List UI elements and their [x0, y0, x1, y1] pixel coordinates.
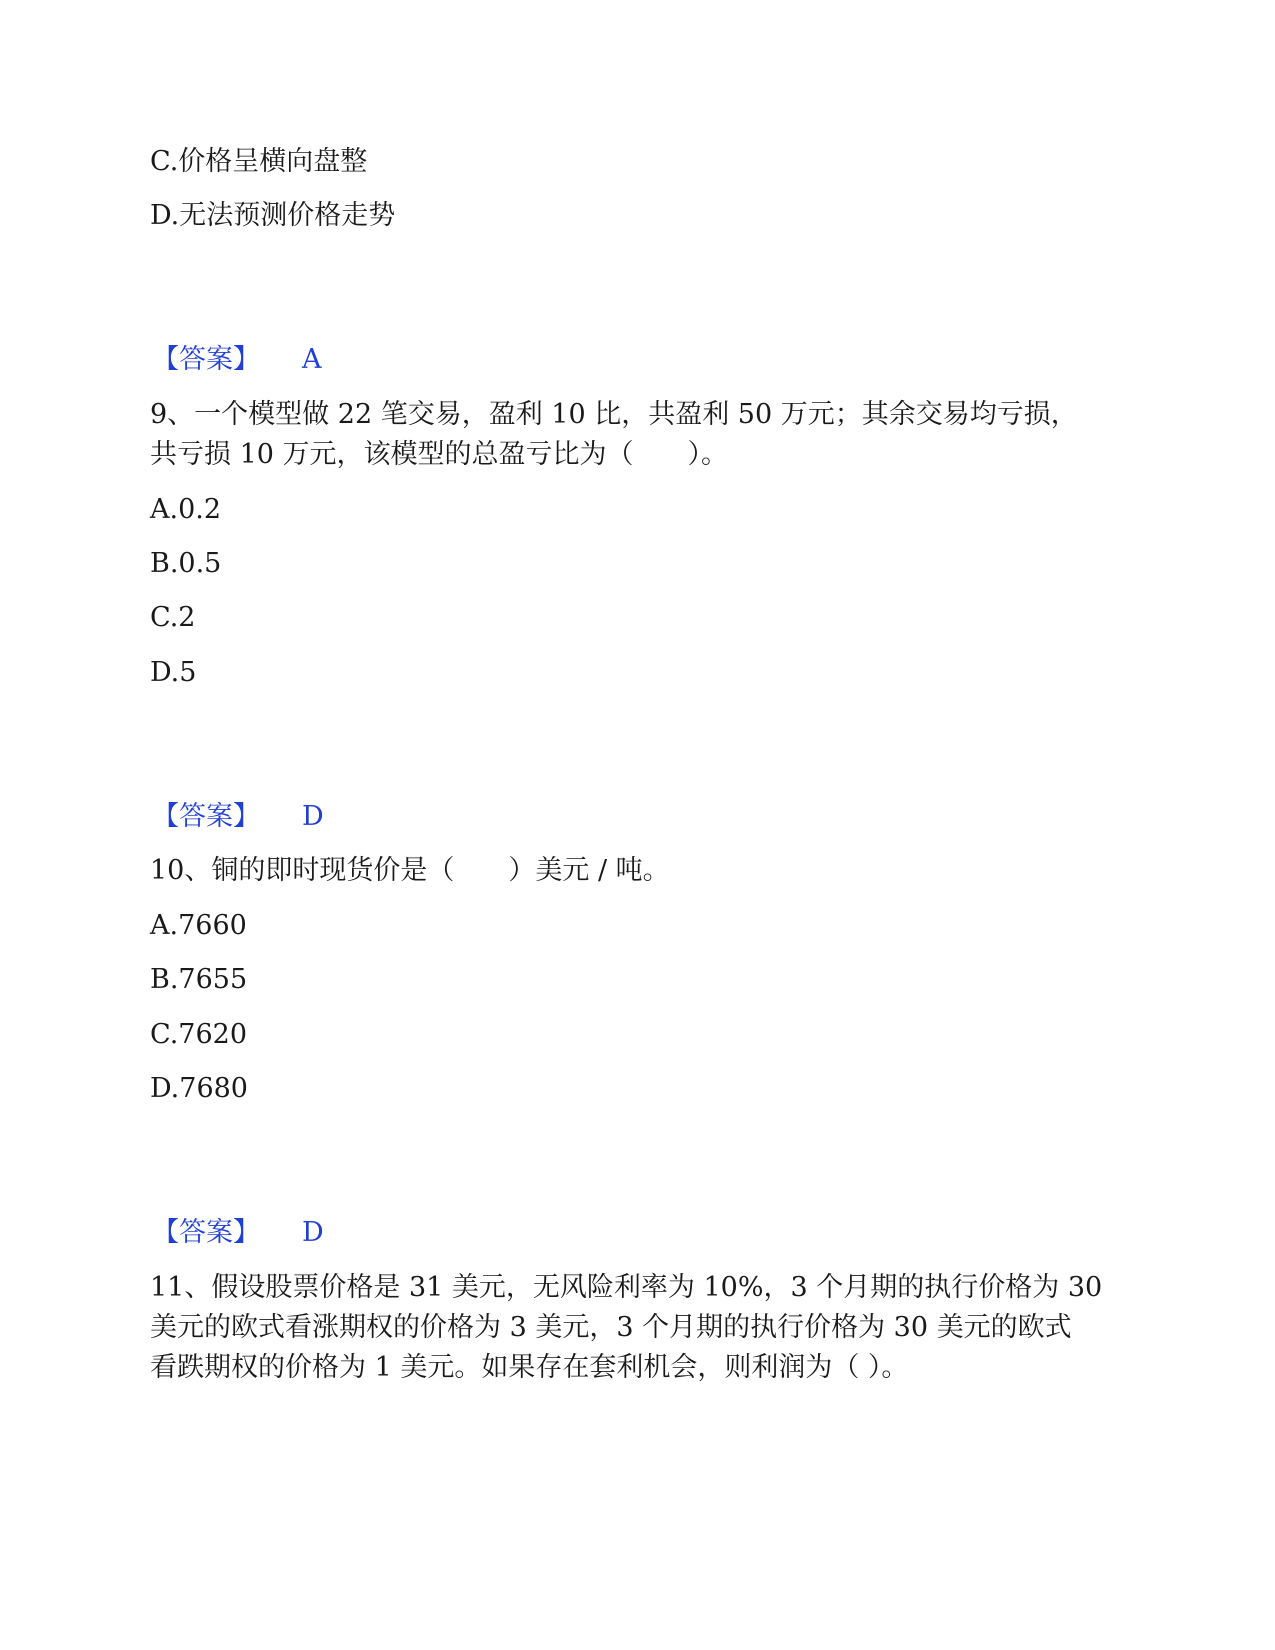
question-9-option-a: A.0.2 — [150, 494, 222, 525]
question-10-option-c: C.7620 — [150, 1019, 247, 1050]
question-9-answer-row — [152, 797, 324, 837]
answer-row — [152, 340, 322, 380]
question-11-stem-line3: 看跌期权的价格为 1 美元。如果存在套利机会，则利润为（ ）。 — [150, 1352, 909, 1383]
question-9-stem-line2: 共亏损 10 万元，该模型的总盈亏比为（ ）。 — [150, 439, 729, 470]
question-9-option-c: C.2 — [150, 602, 196, 633]
question-10-option-a: A.7660 — [150, 910, 247, 941]
answer-value: D — [302, 801, 324, 832]
answer-value: A — [302, 344, 322, 375]
question-11-stem-line1: 11、假设股票价格是 31 美元，无风险利率为 10%，3 个月期的执行价格为 30 — [150, 1272, 1103, 1303]
question-10-stem: 10、铜的即时现货价是（ ）美元 / 吨。 — [150, 855, 670, 886]
question-10-option-d: D.7680 — [150, 1073, 248, 1104]
question-9-option-b: B.0.5 — [150, 548, 222, 579]
answer-label: 【答案】 — [152, 801, 260, 832]
question-11-stem-line2: 美元的欧式看涨期权的价格为 3 美元，3 个月期的执行价格为 30 美元的欧式 — [150, 1312, 1072, 1343]
option-c: C.价格呈横向盘整 — [150, 146, 368, 177]
question-9-stem-line1: 9、一个模型做 22 笔交易，盈利 10 比，共盈利 50 万元；其余交易均亏损， — [150, 399, 1078, 430]
option-d: D.无法预测价格走势 — [150, 200, 396, 231]
question-10-option-b: B.7655 — [150, 964, 248, 995]
answer-label: 【答案】 — [152, 344, 260, 375]
answer-label: 【答案】 — [152, 1217, 260, 1248]
question-9-option-d: D.5 — [150, 657, 197, 688]
answer-value: D — [302, 1217, 324, 1248]
question-10-answer-row — [152, 1213, 324, 1253]
